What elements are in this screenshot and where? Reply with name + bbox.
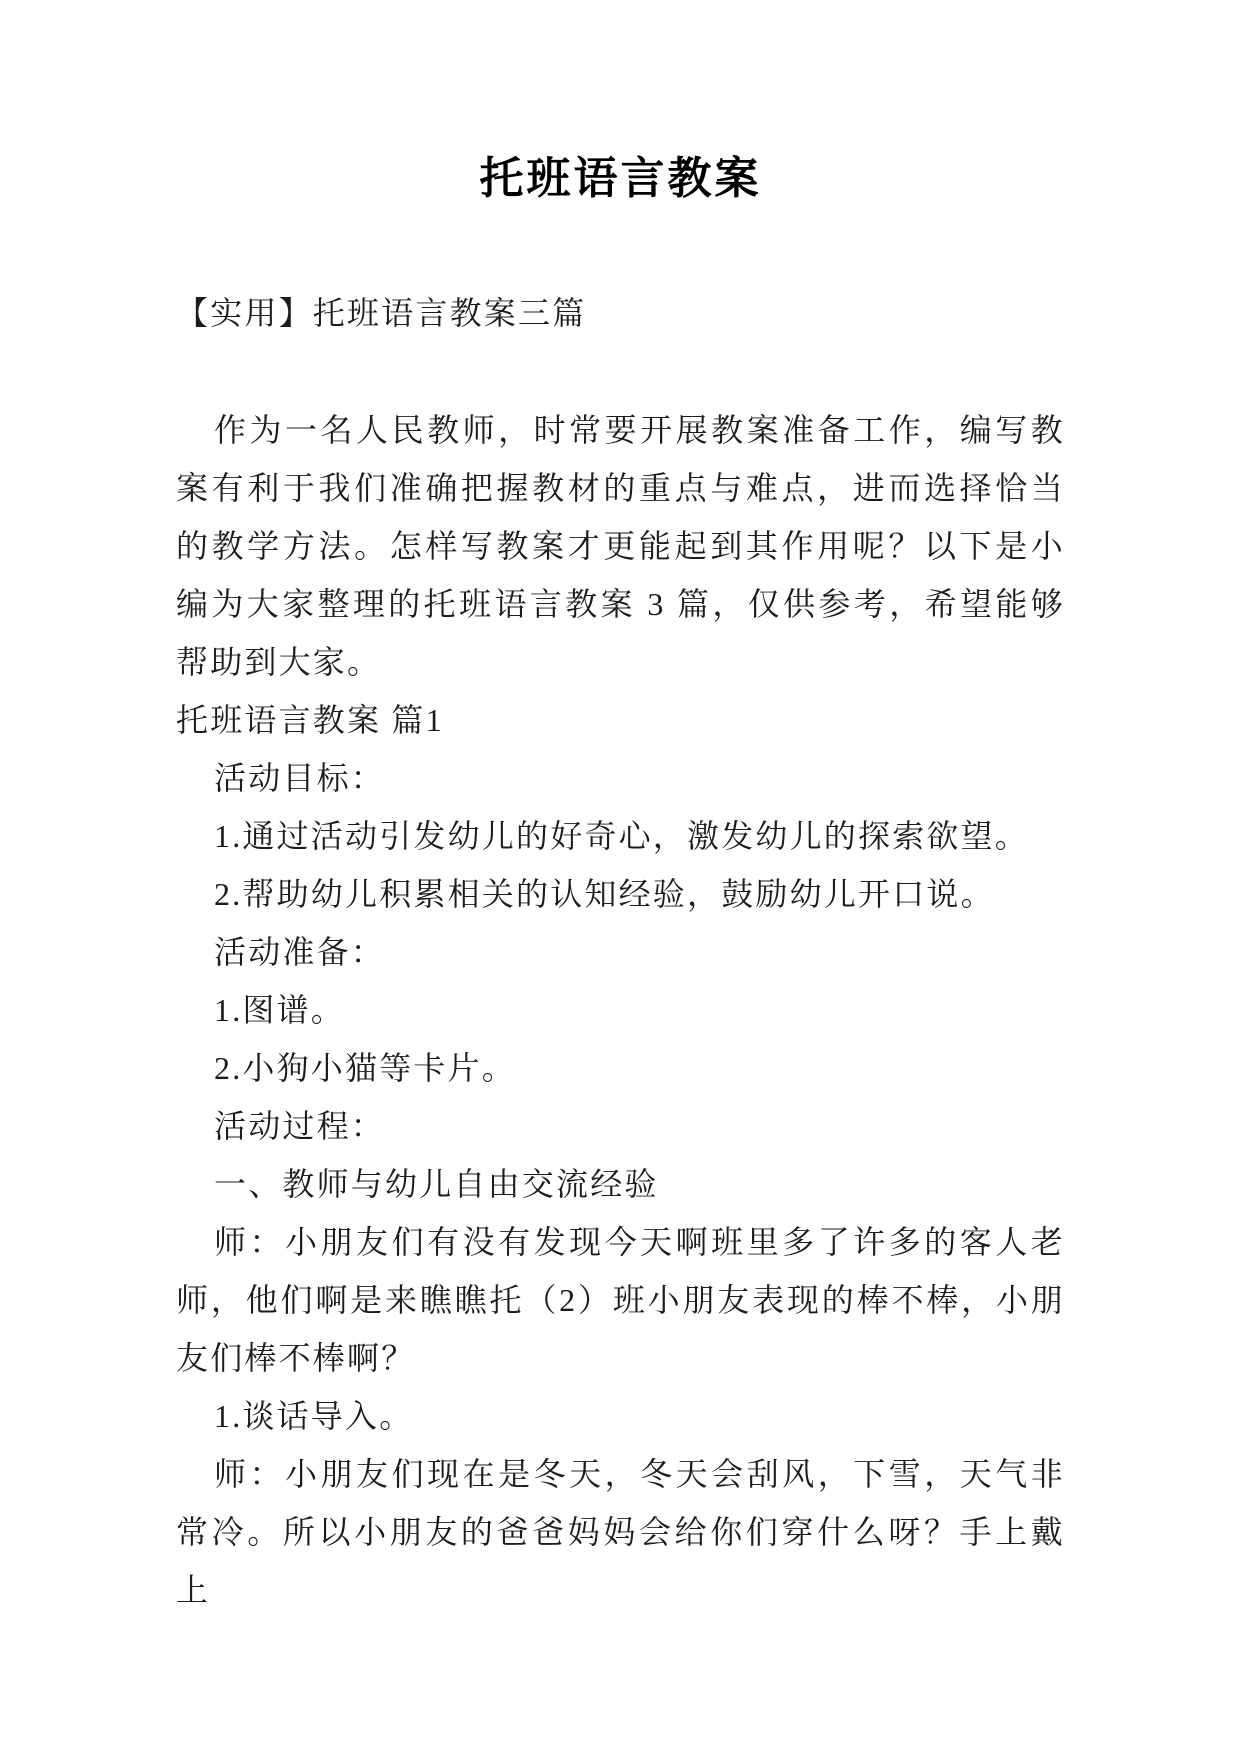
paragraph-preparation-2: 2.小狗小猫等卡片。 [214, 1050, 517, 1086]
paragraph-talk-intro: 1.谈话导入。 [214, 1398, 414, 1434]
paragraph-goal-2: 2.帮助幼儿积累相关的认知经验，鼓励幼儿开口说。 [214, 876, 995, 912]
paragraph-teacher-dialogue-1: 师：小朋友们有没有发现今天啊班里多了许多的客人老师，他们啊是来瞧瞧托（2）班小朋友表现的棒不棒，小朋友们棒不棒啊？ [176, 1224, 1065, 1376]
paragraph-teacher-dialogue-2: 师：小朋友们现在是冬天，冬天会刮风，下雪，天气非常冷。所以小朋友的爸爸妈妈会给你们穿什么呀？手上戴上 [176, 1456, 1065, 1608]
paragraph-goal-1: 1.通过活动引发幼儿的好奇心，激发幼儿的探索欲望。 [214, 818, 1030, 854]
paragraph-intro: 作为一名人民教师，时常要开展教案准备工作，编写教案有利于我们准确把握教材的重点与难点，进而选择恰当的教学方法。怎样写教案才更能起到其作用呢？以下是小编为大家整理的托班语言教案 3 篇，仅供参考，希望能够帮助到大家。 [176, 412, 1065, 680]
paragraph-preparation-1: 1.图谱。 [214, 992, 346, 1028]
paragraph-activity-goals-heading: 活动目标： [214, 760, 386, 796]
paragraph-subtitle: 【实用】托班语言教案三篇 [176, 295, 587, 331]
paragraph-process-heading: 活动过程： [214, 1108, 386, 1144]
paragraph-process-step-1: 一、教师与幼儿自由交流经验 [214, 1166, 659, 1202]
paragraph-section-heading: 托班语言教案 篇1 [176, 702, 444, 738]
paragraph-preparation-heading: 活动准备： [214, 934, 386, 970]
document-title: 托班语言教案 [479, 154, 762, 203]
